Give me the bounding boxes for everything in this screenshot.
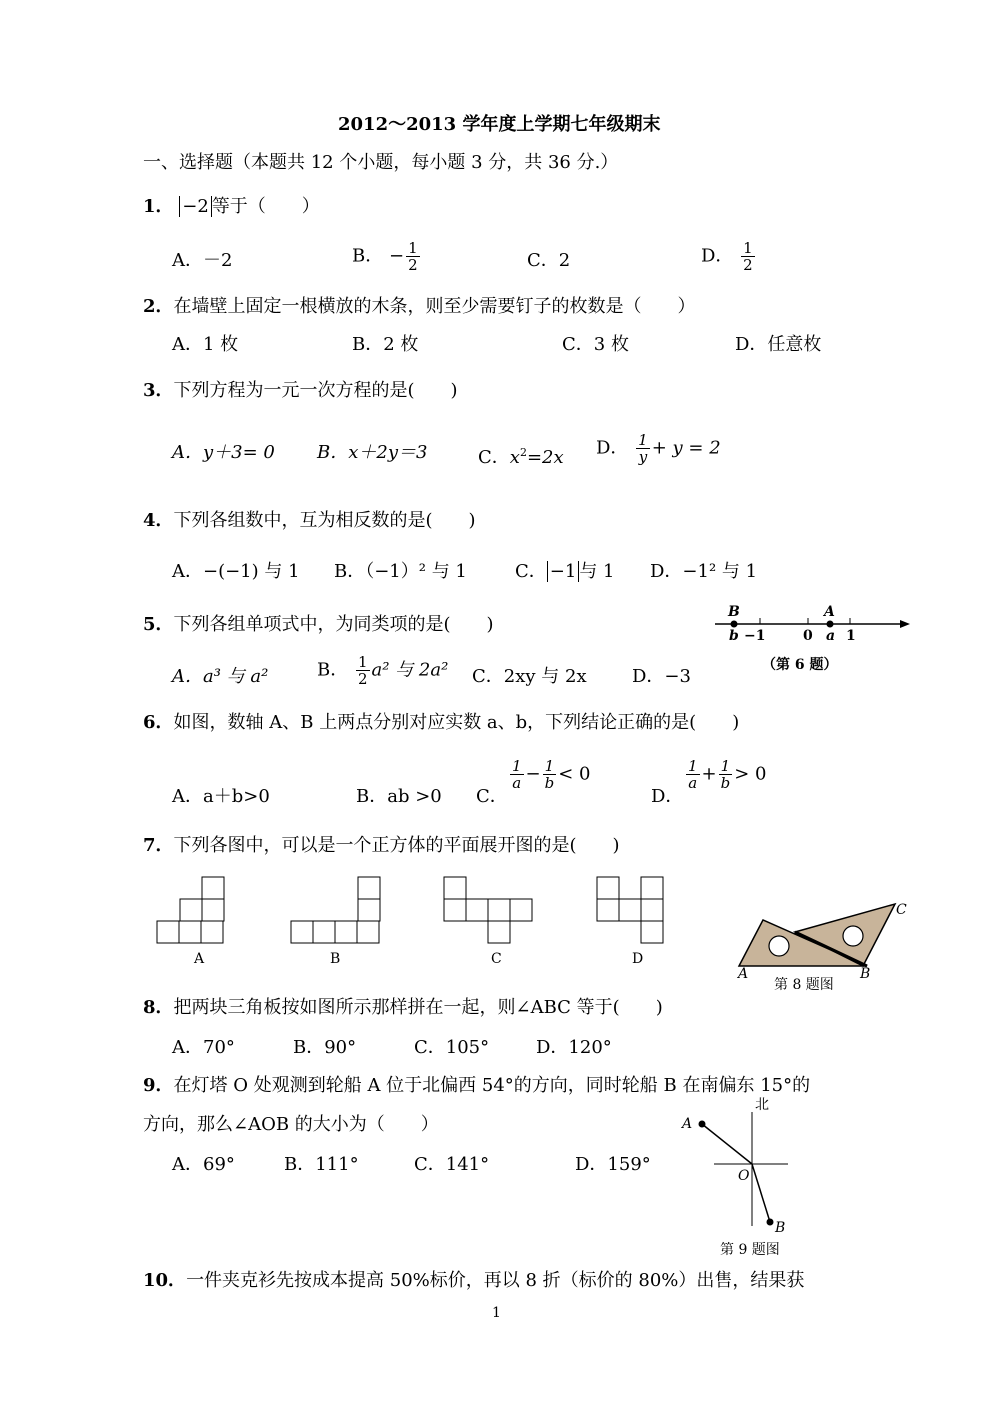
fraction <box>741 240 755 273</box>
page-number: 1 <box>492 1305 501 1321</box>
fraction <box>510 758 524 791</box>
fig9-label-o: O <box>738 1168 750 1184</box>
question-stem: 在墙壁上固定一根横放的木条，则至少需要钉子的枚数是（ ） <box>173 296 696 317</box>
question-number: 8． <box>143 997 174 1018</box>
q1-option-a: A．－2 <box>172 250 233 271</box>
label-a: a <box>826 628 836 644</box>
question-stem: 下列各图中，可以是一个正方体的平面展开图的是( ) <box>173 835 620 856</box>
numerator: 1 <box>408 239 418 257</box>
question-number: 4． <box>143 510 174 531</box>
q8-option-a: A．70° <box>172 1037 235 1058</box>
cube-net-c <box>443 876 538 946</box>
numerator: 1 <box>512 757 522 775</box>
question-stem: 下列各组单项式中，为同类项的是( ) <box>173 614 494 635</box>
option-text: 与 1 <box>579 561 615 582</box>
option-label: B． <box>352 245 384 267</box>
q3-option-d <box>596 432 721 465</box>
fig8-label-b: B <box>860 966 871 982</box>
operator: − <box>525 763 541 785</box>
q3-option-a: A．y＋3= 0 <box>172 442 275 463</box>
q2-option-c: C．3 枚 <box>562 334 629 355</box>
question-1 <box>143 196 320 218</box>
question-7 <box>143 835 620 857</box>
question-number: 6． <box>143 712 174 733</box>
point-b <box>767 1219 774 1226</box>
cube-net-a <box>156 876 226 946</box>
q8-option-b: B．90° <box>293 1037 357 1058</box>
q1-option-d <box>701 240 757 273</box>
q9-option-b: B．111° <box>284 1154 359 1175</box>
q6-option-d <box>684 758 767 791</box>
q5-option-b <box>317 654 448 687</box>
q8-option-d: D．120° <box>536 1037 612 1058</box>
label-one: 1 <box>846 628 856 644</box>
net-label-d: D <box>632 951 644 967</box>
question-4 <box>143 510 476 532</box>
section-heading: 一、选择题（本题共 12 个小题，每小题 3 分，共 36 分.） <box>143 152 619 173</box>
question-2 <box>143 296 696 318</box>
fraction <box>636 432 650 465</box>
q6-option-c-label: C． <box>476 786 508 807</box>
minus-sign: − <box>388 245 405 267</box>
fraction <box>686 758 700 791</box>
question-3 <box>143 380 458 402</box>
question-8 <box>143 997 663 1019</box>
q4-option-a: A．−(−1) 与 1 <box>172 561 300 582</box>
label-b: b <box>729 628 739 644</box>
q2-option-a: A．1 枚 <box>172 334 239 355</box>
q4-option-c <box>515 561 615 583</box>
cube-net-b <box>290 876 385 946</box>
question-10 <box>143 1270 804 1292</box>
triangle-rulers-figure <box>735 898 910 973</box>
question-number: 7． <box>143 835 174 856</box>
math-variable: x <box>509 447 520 468</box>
denominator: 2 <box>743 256 753 274</box>
numerator: 1 <box>720 757 731 775</box>
denominator: a <box>512 774 522 792</box>
q2-option-b: B．2 枚 <box>352 334 419 355</box>
question-stem: 一件夹克衫先按成本提高 50%标价，再以 8 折（标价的 80%）出售，结果获 <box>186 1270 805 1291</box>
ruler-hole <box>843 926 863 946</box>
question-stem: 把两块三角板按如图所示那样拼在一起，则∠ABC 等于( ) <box>173 997 663 1018</box>
question-9-continued: 方向，那么∠AOB 的大小为（ ） <box>143 1114 439 1135</box>
q9-option-c: C．141° <box>414 1154 490 1175</box>
figure-6-caption: （第 6 题） <box>762 657 838 673</box>
question-stem: 等于（ ） <box>211 196 320 217</box>
figure-8-caption: 第 8 题图 <box>774 977 834 993</box>
label-zero: 0 <box>803 628 813 644</box>
point-b <box>731 621 738 628</box>
math-expression: =2x <box>526 447 564 468</box>
option-label: D． <box>596 437 629 459</box>
q5-option-d: D．−3 <box>632 666 691 687</box>
label-B: B <box>728 604 740 620</box>
fig9-label-b: B <box>775 1220 786 1236</box>
q1-option-b <box>352 240 422 273</box>
option-label: D． <box>701 245 734 267</box>
question-5 <box>143 614 494 636</box>
q5-option-a: A．a³ 与 a² <box>172 666 269 687</box>
cube-net-d <box>596 876 668 946</box>
q6-option-d-label: D． <box>651 786 684 807</box>
denominator: b <box>720 774 731 792</box>
question-stem: 如图，数轴 A、B 上两点分别对应实数 a、b，下列结论正确的是( ) <box>173 712 740 733</box>
q8-option-c: C．105° <box>414 1037 490 1058</box>
net-label-b: B <box>330 951 341 967</box>
question-number: 2． <box>143 296 174 317</box>
numerator: 1 <box>544 757 555 775</box>
fig8-label-c: C <box>896 902 907 918</box>
q4-option-d: D．−1² 与 1 <box>650 561 758 582</box>
denominator: 2 <box>408 256 418 274</box>
math-expression: < 0 <box>558 763 591 785</box>
exponent: 2 <box>519 446 527 459</box>
q4-option-b: B．（−1）² 与 1 <box>334 561 467 582</box>
question-number: 1． <box>143 196 174 217</box>
question-stem: 在灯塔 O 处观测到轮船 A 位于北偏西 54°的方向，同时轮船 B 在南偏东 15°的 <box>173 1075 811 1096</box>
option-label: C． <box>515 561 547 582</box>
denominator: b <box>544 774 555 792</box>
question-number: 5． <box>143 614 174 635</box>
q9-option-d: D．159° <box>575 1154 651 1175</box>
figure-9-caption: 第 9 题图 <box>720 1242 780 1258</box>
q3-option-c <box>478 442 564 469</box>
page-title: 2012～2013 学年度上学期七年级期末 <box>338 114 661 135</box>
net-label-c: C <box>491 951 502 967</box>
numerator: 1 <box>688 757 698 775</box>
label-A: A <box>824 604 835 620</box>
q5-option-c: C．2xy 与 2x <box>472 666 587 687</box>
q6-option-a: A．a＋b>0 <box>172 786 270 807</box>
fraction <box>719 758 733 791</box>
absolute-value: −1 <box>547 561 580 582</box>
ruler-hole <box>769 936 789 956</box>
question-stem: 下列各组数中，互为相反数的是( ) <box>173 510 476 531</box>
question-9 <box>143 1075 810 1097</box>
q3-option-b: B．x＋2y＝3 <box>317 442 428 463</box>
question-stem: 下列方程为一元一次方程的是( ) <box>173 380 458 401</box>
q1-option-c: C．2 <box>527 250 571 271</box>
point-a <box>827 621 834 628</box>
math-expression: > 0 <box>734 763 767 785</box>
denominator: a <box>688 774 698 792</box>
label-minus-one: −1 <box>744 628 766 644</box>
numerator: 1 <box>357 653 368 671</box>
question-number: 3． <box>143 380 174 401</box>
option-label: B． <box>317 659 349 681</box>
denominator: y <box>638 448 648 466</box>
math-expression: a² 与 2a² <box>371 659 449 681</box>
numerator: 1 <box>743 239 753 257</box>
q9-option-a: A．69° <box>172 1154 235 1175</box>
fig8-label-a: A <box>738 966 749 982</box>
point-a <box>699 1121 706 1128</box>
fraction <box>406 240 420 273</box>
question-number: 10． <box>143 1270 187 1291</box>
numerator: 1 <box>638 431 648 449</box>
fraction <box>356 654 370 687</box>
operator: + <box>701 763 717 785</box>
net-label-a: A <box>194 951 205 967</box>
denominator: 2 <box>357 670 368 688</box>
north-label: 北 <box>755 1097 769 1113</box>
absolute-value: −2 <box>179 196 212 217</box>
q2-option-d: D．任意枚 <box>735 334 822 355</box>
fraction <box>543 758 557 791</box>
math-expression: + y = 2 <box>651 437 721 459</box>
q6-option-b: B．ab >0 <box>356 786 442 807</box>
option-label: C． <box>478 447 510 468</box>
question-number: 9． <box>143 1075 174 1096</box>
fig9-label-a: A <box>682 1116 693 1132</box>
q6-option-c <box>508 758 591 791</box>
question-6 <box>143 712 739 734</box>
